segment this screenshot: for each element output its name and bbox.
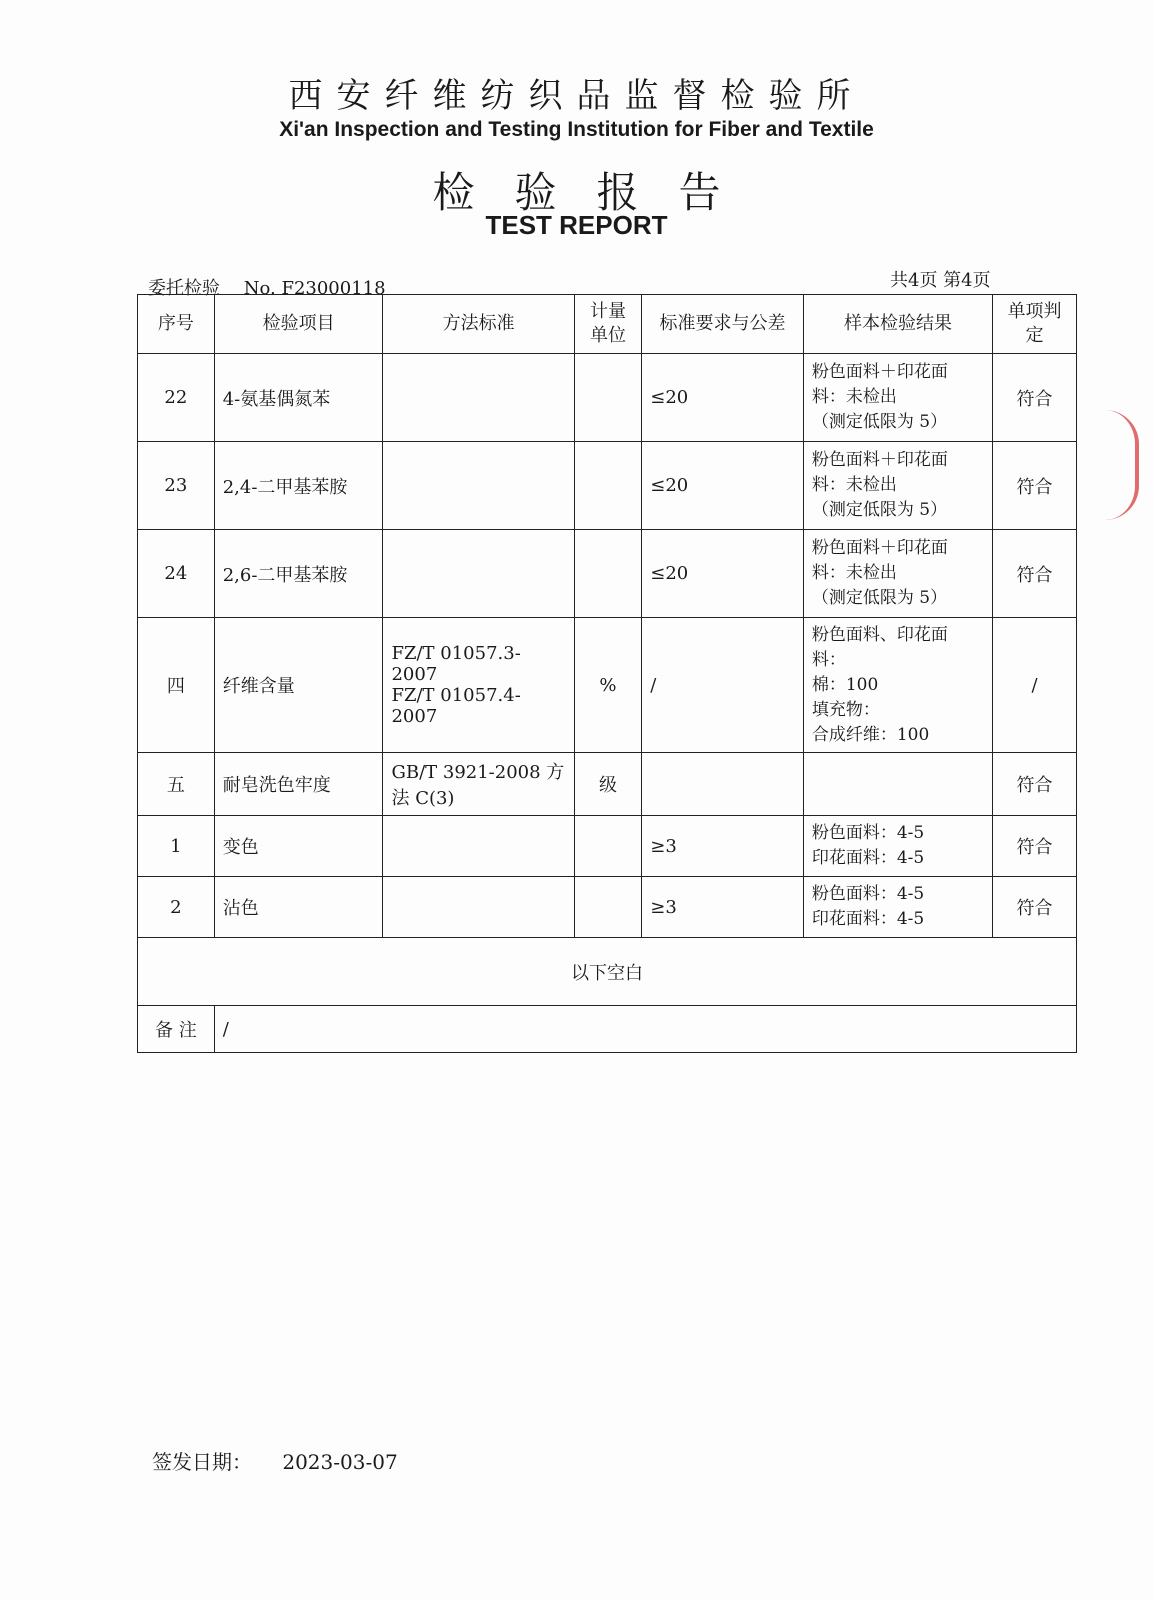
result-line: 粉色面料、印花面 [811, 624, 948, 645]
result-line: 粉色面料：4-5 [811, 823, 925, 843]
cell-requirement: ≥3 [642, 816, 804, 877]
result-line: 粉色面料＋印花面 [811, 538, 948, 558]
cell-item: 纤维含量 [214, 618, 383, 753]
cell-seq: 24 [138, 530, 215, 618]
result-line: 棉：100 [811, 674, 879, 695]
cell-requirement: / [642, 618, 804, 753]
cell-unit: 级 [574, 753, 642, 816]
header-requirement: 标准要求与公差 [642, 295, 804, 354]
result-line: （测定低限为 5） [811, 588, 948, 608]
cell-result [803, 442, 992, 530]
cell-judgement: 符合 [993, 530, 1077, 618]
cell-unit [574, 442, 642, 530]
table-row [138, 816, 1077, 877]
result-line: 粉色面料：4-5 [811, 884, 925, 904]
cell-item: 2,4-二甲基苯胺 [214, 442, 383, 530]
result-line: 印花面料：4-5 [811, 909, 925, 929]
cell-seq: 五 [138, 753, 215, 816]
cell-judgement: 符合 [993, 877, 1077, 938]
cell-seq: 2 [138, 877, 215, 938]
cell-unit [574, 530, 642, 618]
table-row [138, 753, 1077, 816]
cell-judgement: 符合 [993, 354, 1077, 442]
cell-unit [574, 877, 642, 938]
cell-item: 沾色 [214, 877, 383, 938]
result-line: 合成纤维：100 [811, 724, 930, 745]
sign-date-label: 签发日期： [152, 1450, 252, 1474]
cell-method [383, 530, 574, 618]
remarks-label: 备 注 [138, 1006, 215, 1053]
cell-result [803, 816, 992, 877]
report-title-en: TEST REPORT [485, 210, 668, 240]
cell-seq: 四 [138, 618, 215, 753]
cell-unit [574, 816, 642, 877]
cell-requirement [642, 753, 804, 816]
report-number: No. F23000118 [243, 278, 386, 299]
blank-note: 以下空白 [138, 938, 1077, 1006]
report-title-cn: 检验报告 [432, 168, 761, 217]
blank-row [138, 938, 1077, 1006]
header-seq: 序号 [138, 295, 215, 354]
cell-method [383, 354, 574, 442]
header-unit: 计量单位 [574, 295, 642, 354]
cell-item: 2,6-二甲基苯胺 [214, 530, 383, 618]
result-line: （测定低限为 5） [811, 500, 948, 520]
result-line: 填充物： [811, 699, 880, 720]
method-line: FZ/T 01057.3-2007 [391, 643, 521, 685]
seal-stamp-fragment [1105, 410, 1139, 520]
cell-judgement: 符合 [993, 816, 1077, 877]
result-line: （测定低限为 5） [811, 412, 948, 432]
table-row [138, 354, 1077, 442]
cell-method [383, 442, 574, 530]
table-body [138, 354, 1077, 1053]
cell-seq: 22 [138, 354, 215, 442]
results-table [137, 294, 1077, 1053]
cell-requirement: ≤20 [642, 530, 804, 618]
header-judgement: 单项判定 [993, 295, 1077, 354]
result-line: 粉色面料＋印花面 [811, 362, 948, 382]
method-line: GB/T 3921-2008 方 [391, 762, 565, 783]
cell-requirement: ≤20 [642, 354, 804, 442]
institution-name-en: Xi'an Inspection and Testing Institution for Fiber and Textile [279, 118, 874, 141]
cell-result [803, 877, 992, 938]
sign-date-value: 2023-03-07 [282, 1450, 398, 1474]
result-line: 料：未检出 [811, 475, 897, 495]
cell-item: 耐皂洗色牢度 [214, 753, 383, 816]
header-item: 检验项目 [214, 295, 383, 354]
cell-seq: 1 [138, 816, 215, 877]
cell-method [383, 753, 574, 816]
cell-result [803, 530, 992, 618]
table-row [138, 877, 1077, 938]
cell-seq: 23 [138, 442, 215, 530]
inspection-type: 委托检验 [148, 278, 220, 299]
cell-requirement: ≤20 [642, 442, 804, 530]
remarks-value: / [214, 1006, 1076, 1053]
cell-method [383, 816, 574, 877]
cell-method [383, 877, 574, 938]
institution-name-cn: 西安纤维纺织品监督检验所 [288, 76, 865, 116]
header-method: 方法标准 [383, 295, 574, 354]
header-result: 样本检验结果 [803, 295, 992, 354]
cell-unit: % [574, 618, 642, 753]
cell-method [383, 618, 574, 753]
cell-result [803, 753, 992, 816]
cell-judgement: / [993, 618, 1077, 753]
method-line: FZ/T 01057.4-2007 [391, 685, 521, 727]
cell-result [803, 618, 992, 753]
table-row [138, 618, 1077, 753]
result-line: 料：未检出 [811, 563, 897, 583]
table-row [138, 530, 1077, 618]
result-line: 料：未检出 [811, 387, 897, 407]
cell-unit [574, 354, 642, 442]
table-header-row [138, 295, 1077, 354]
page-counter: 共4页 第4页 [890, 270, 991, 291]
result-line: 料： [811, 649, 846, 670]
sign-date [152, 1446, 398, 1475]
cell-requirement: ≥3 [642, 877, 804, 938]
result-line: 粉色面料＋印花面 [811, 450, 948, 470]
cell-result [803, 354, 992, 442]
remarks-row [138, 1006, 1077, 1053]
cell-judgement: 符合 [993, 753, 1077, 816]
cell-item: 4-氨基偶氮苯 [214, 354, 383, 442]
cell-item: 变色 [214, 816, 383, 877]
cell-judgement: 符合 [993, 442, 1077, 530]
table-row [138, 442, 1077, 530]
method-line: 法 C(3) [391, 788, 455, 809]
result-line: 印花面料：4-5 [811, 848, 925, 868]
